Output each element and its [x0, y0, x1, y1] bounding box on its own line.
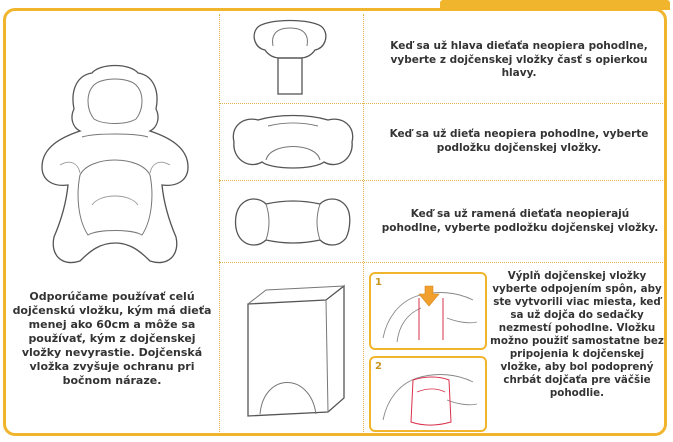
shoulder-pad-text: Keď sa už ramená dieťaťa neopierajú pohodlne, vyberte podložku dojčenskej vložky. [381, 208, 659, 234]
wedge-text: Výplň dojčenskej vložky vyberte odpojením spôn, aby ste vytvorili viac miesta, keď sa už dojča do sedačky nezmestí pohodlne. Vložku možno použiť samostatne bez pripojenia k dojčenskej vložke, aby bol podoprený chrbát dojčaťa pre väčšie pohodlie. [490, 270, 664, 399]
body-pad-illustration [228, 112, 358, 174]
headrest-text: Keď sa už hlava dieťaťa neopiera pohodlne, vyberte z dojčenskej vložky časť s opierkou hlavy. [390, 40, 648, 79]
body-pad-text: Keď sa už dieťa neopiera pohodlne, vyberte podložku dojčenskej vložky. [389, 128, 649, 154]
divider-row-2 [219, 180, 663, 181]
divider-right [363, 14, 364, 432]
step-1-number: 1 [375, 277, 382, 288]
divider-row-1 [219, 103, 663, 104]
intro-text: Odporúčame používať celú dojčenskú vložku, kým má dieťa menej ako 60cm a môže sa používať, kým z dojčenskej vložky nevyrastie. Dojčenská vložka zvyšuje ochranu pri bočnom náraze. [12, 290, 212, 387]
wedge-illustration [238, 280, 354, 420]
step-1-image [369, 272, 487, 350]
step-2-number: 2 [375, 361, 382, 372]
divider-row-3 [219, 262, 663, 263]
headrest-illustration [245, 16, 335, 98]
divider-left [219, 14, 220, 432]
step-2-image [369, 356, 487, 432]
step-2-seat-illustration [377, 362, 483, 428]
shoulder-pad-illustration [230, 194, 356, 250]
step-1-seat-illustration [377, 278, 483, 346]
full-infant-insert-illustration [30, 55, 200, 285]
